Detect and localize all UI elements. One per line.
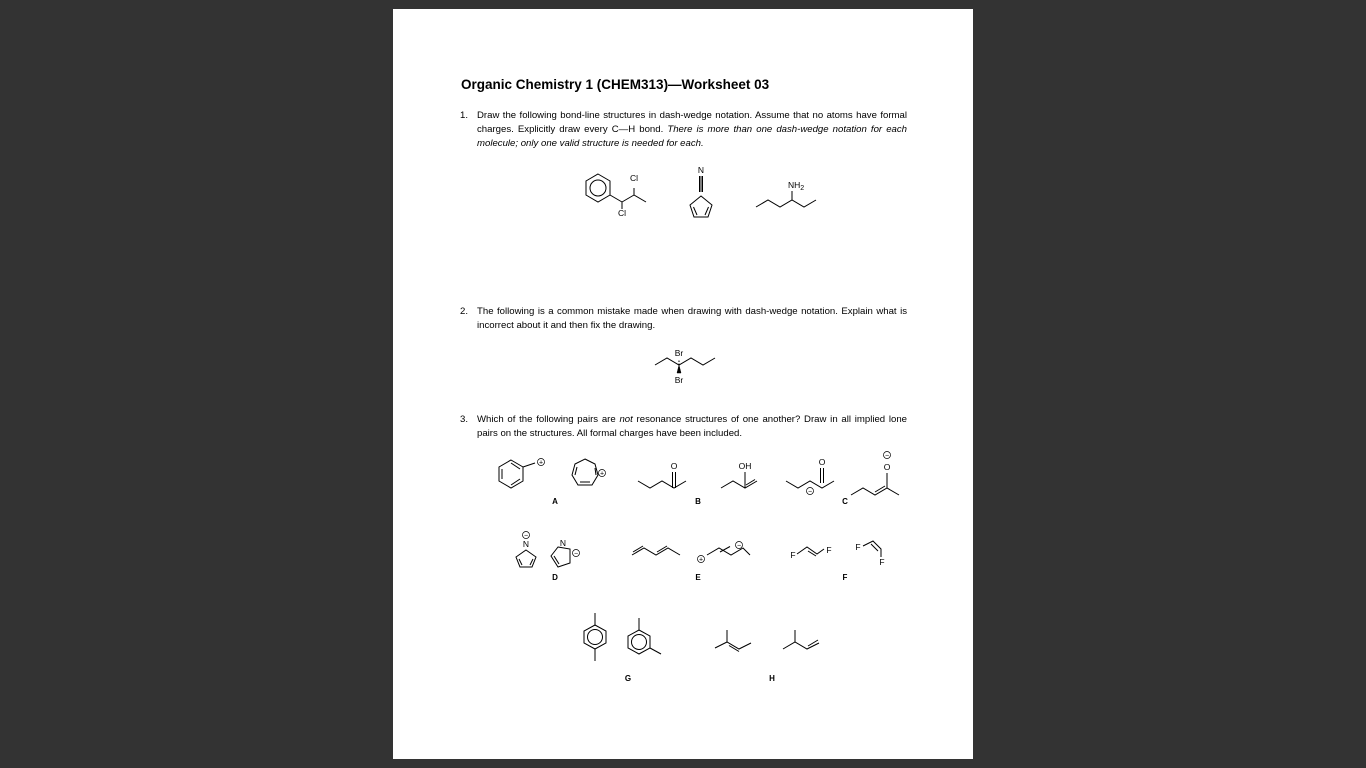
atom-cl: Cl [617, 208, 627, 218]
atom-o: O [883, 462, 891, 472]
pair-c [786, 452, 899, 507]
minus-charge: − [884, 452, 890, 460]
pair-label: C [842, 497, 848, 506]
question-text: Draw the following bond-line structures in dash-wedge notation. Assume that no atoms have formal charges. Explicitly draw every C—H bond. There is more than one dash-wedge notation for each molecule; only one valid structure is needed for each. [477, 110, 907, 149]
worksheet-title: Organic Chemistry 1 (CHEM313)—Worksheet 03 [461, 77, 770, 92]
pair-e [632, 542, 750, 583]
pair-h [715, 630, 819, 683]
plus-charge: + [698, 556, 704, 564]
question-text: The following is a common mistake made when drawing with dash-wedge notation. Explain what is incorrect about it and then fix the drawing. [477, 306, 907, 331]
atom-oh: OH [738, 461, 752, 471]
atom-n: N [522, 539, 530, 549]
pair-label: B [695, 497, 701, 506]
pair-label: D [552, 573, 558, 582]
pair-f [790, 541, 884, 582]
atom-br: Br [674, 375, 684, 385]
pair-label: G [624, 674, 632, 683]
pair-label: E [695, 573, 701, 582]
molecule-3-aminohexane [756, 180, 816, 207]
pair-g [584, 613, 661, 683]
pair-b [638, 461, 757, 506]
pair-a [499, 459, 606, 507]
question-number: 2. [460, 306, 469, 317]
atom-nh2: $NH_2$ [788, 180, 805, 192]
question-text: Which of the following pairs are not resonance structures of one another? Draw in all implied lone pairs on the structures. All formal charges have been included. [477, 414, 908, 439]
pair-label: A [552, 497, 558, 506]
atom-cl: Cl [629, 173, 639, 183]
atom-n: N [697, 165, 705, 175]
atom-o: O [670, 461, 678, 471]
atom-n: N [559, 538, 567, 548]
question-number: 1. [460, 110, 469, 121]
worksheet-page [393, 9, 973, 759]
pair-label: H [769, 674, 775, 683]
pair-d [516, 532, 580, 583]
atom-f: F [790, 550, 796, 560]
structures-drawing [393, 9, 973, 759]
question-number: 3. [460, 414, 469, 425]
atom-f: F [879, 557, 885, 567]
pair-label: F [842, 573, 848, 582]
atom-br: Br [674, 348, 684, 358]
minus-charge: − [736, 542, 742, 550]
plus-charge: + [599, 470, 605, 478]
plus-charge: + [538, 459, 544, 467]
atom-f: F [855, 542, 861, 552]
molecule-dibromohexane [655, 348, 715, 385]
minus-charge: − [573, 550, 579, 558]
molecule-dichloro-phenylbutane [586, 173, 646, 218]
atom-o: O [818, 457, 826, 467]
atom-f: F [826, 545, 832, 555]
molecule-cyanocyclopentadiene [690, 165, 712, 217]
minus-charge: − [523, 532, 529, 540]
minus-charge: − [807, 488, 813, 496]
